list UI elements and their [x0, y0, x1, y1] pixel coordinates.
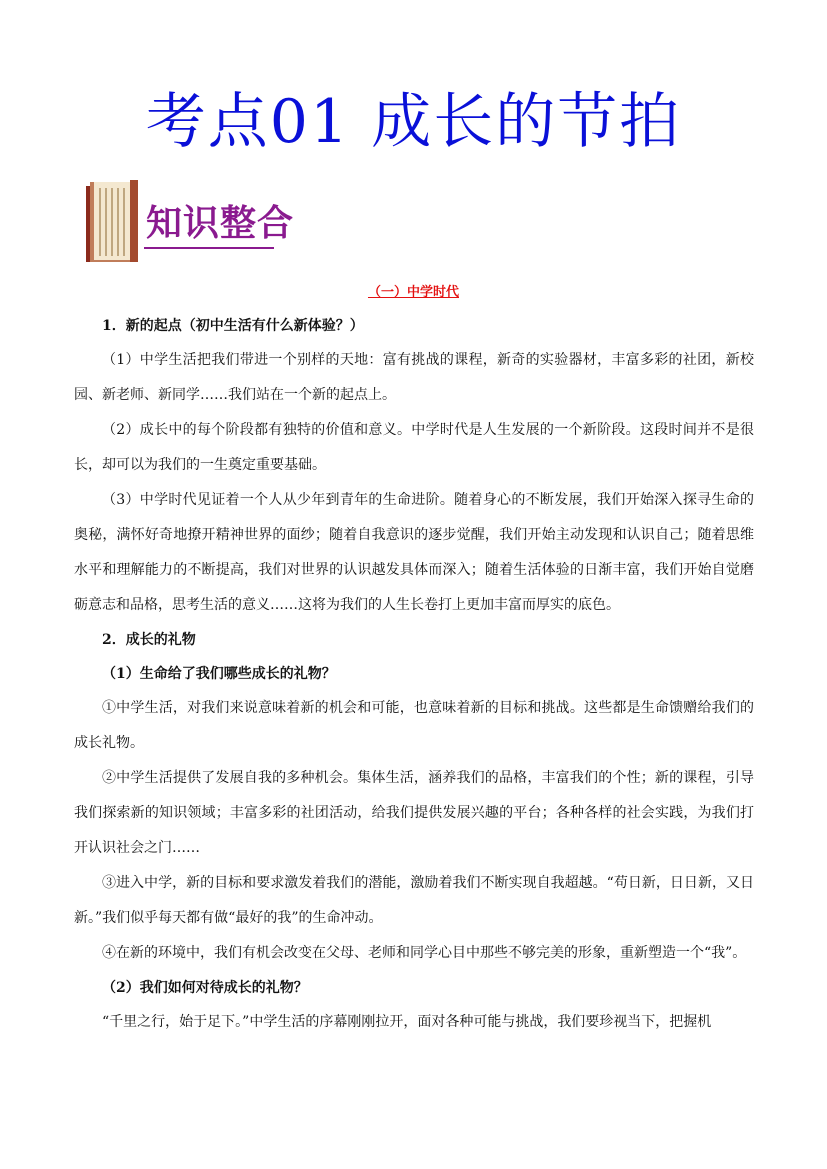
content-body	[74, 309, 754, 1040]
paragraph: ④在新的环境中，我们有机会改变在父母、老师和同学心目中那些不够完美的形象，重新塑造一个“我”。	[102, 945, 747, 961]
section-heading: （一）中学时代	[367, 285, 459, 300]
paragraph: “千里之行，始于足下。”中学生活的序幕刚刚拉开，面对各种可能与挑战，我们要珍视当下，把握机	[102, 1014, 712, 1030]
page-title: 考点01 成长的节拍	[145, 87, 682, 157]
paragraph: ③进入中学，新的目标和要求激发着我们的潜能，激励着我们不断实现自我超越。“苟日新，日日新，又日新。”我们似乎每天都有做“最好的我”的生命冲动。	[74, 875, 754, 926]
subheading-which-gifts: （1）生命给了我们哪些成长的礼物？	[102, 666, 336, 682]
paragraph: （3）中学时代见证着一个人从少年到青年的生命进阶。随着身心的不断发展，我们开始深入探寻生命的奥秘，满怀好奇地撩开精神世界的面纱；随着自我意识的逐步觉醒，我们开始主动发现和认识自己；随着思维水平和理解能力的不断提高，我们对世界的认识越发具体而深入；随着生活体验的日渐丰富，我们开始自觉磨砺意志和品格，思考生活的意义……这将为我们的人生长卷打上更加丰富而厚实的底色。	[74, 492, 754, 613]
heading-new-start: 1．新的起点（初中生活有什么新体验？）	[102, 318, 364, 334]
section-banner-label: 知识整合	[146, 203, 295, 244]
paragraph: （2）成长中的每个阶段都有独特的价值和意义。中学时代是人生发展的一个新阶段。这段时间并不是很长，却可以为我们的一生奠定重要基础。	[74, 422, 754, 473]
paragraph: （1）中学生活把我们带进一个别样的天地：富有挑战的课程，新奇的实验器材，丰富多彩的社团，新校园、新老师、新同学……我们站在一个新的起点上。	[74, 352, 754, 403]
banner-underline	[144, 247, 274, 249]
subheading-how-treat: （2）我们如何对待成长的礼物？	[102, 980, 308, 996]
heading-growth-gift: 2．成长的礼物	[102, 632, 196, 648]
paragraph: ①中学生活，对我们来说意味着新的机会和可能，也意味着新的目标和挑战。这些都是生命馈赠给我们的成长礼物。	[74, 700, 754, 751]
paragraph: ②中学生活提供了发展自我的多种机会。集体生活，涵养我们的品格，丰富我们的个性；新的课程，引导我们探索新的知识领域；丰富多彩的社团活动，给我们提供发展兴趣的平台；各种各样的社会实践，为我们打开认识社会之门……	[74, 770, 754, 856]
